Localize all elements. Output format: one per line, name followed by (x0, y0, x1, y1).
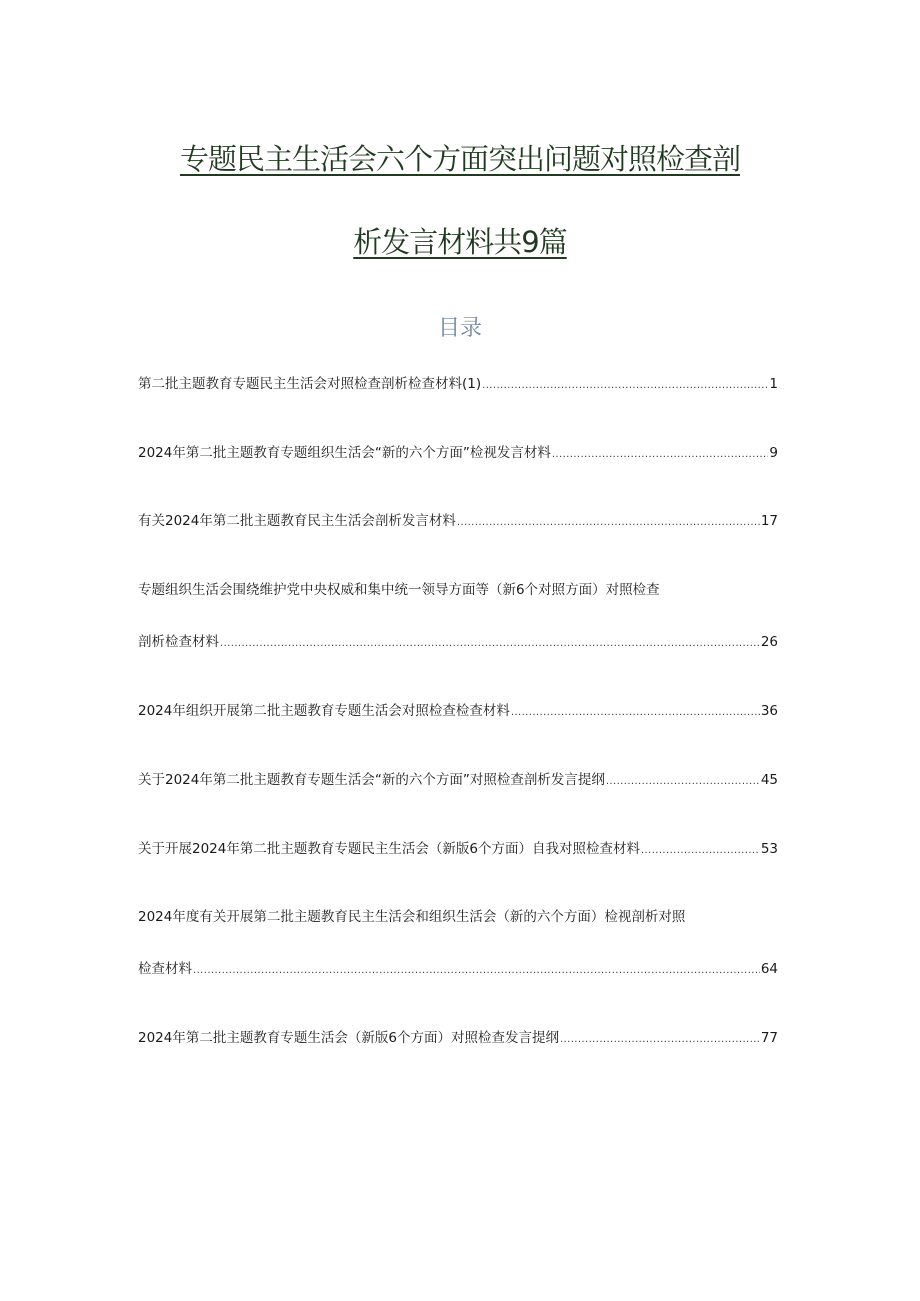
toc-page-number: 26 (760, 634, 778, 650)
toc-heading: 目录 (437, 316, 482, 341)
toc-page-number: 1 (769, 376, 778, 392)
toc-page-number: 45 (760, 772, 778, 788)
toc-entry-title: 2024年第二批主题教育专题生活会（新版6个方面）对照检查发言提纲 (138, 1030, 559, 1046)
toc-entry-title: 专题组织生活会围绕维护党中央权威和集中统一领导方面等（新6个对照方面）对照检查 (138, 582, 660, 598)
toc-entry[interactable] (138, 839, 778, 861)
toc-page-number: 17 (760, 513, 778, 529)
toc-entry-line-1[interactable] (138, 907, 778, 927)
toc-leader-dots (641, 841, 760, 861)
toc-entry-line-1[interactable] (138, 580, 778, 600)
toc-entry-title: 第二批主题教育专题民主生活会对照检查剖析检查材料(1) (138, 376, 482, 392)
toc-page-number: 9 (769, 445, 778, 461)
toc-leader-dots (560, 1030, 760, 1050)
toc-page-number: 53 (760, 841, 778, 857)
toc-leader-dots (193, 961, 760, 981)
toc-leader-dots (220, 634, 760, 654)
toc-entry[interactable] (138, 1028, 778, 1050)
document-title-text-2: 析发言材料共9篇 (353, 225, 567, 259)
toc-leader-dots (552, 445, 769, 465)
toc-entry[interactable] (138, 374, 778, 396)
toc-entry-title-continued: 剖析检查材料 (138, 634, 219, 650)
toc-entry-title: 关于开展2024年第二批主题教育专题民主生活会（新版6个方面）自我对照检查材料 (138, 841, 640, 857)
toc-entry-title: 2024年第二批主题教育专题组织生活会“新的六个方面”检视发言材料 (138, 445, 551, 461)
toc-entry-line-2[interactable] (138, 959, 778, 981)
document-title-line-1 (0, 139, 920, 179)
document-title-text-1: 专题民主生活会六个方面突出问题对照检查剖 (179, 142, 740, 176)
toc-entry-title: 2024年组织开展第二批主题教育专题生活会对照检查检查材料 (138, 703, 510, 719)
toc-leader-dots (482, 376, 768, 396)
toc-leader-dots (511, 703, 760, 723)
toc-leader-dots (606, 772, 760, 792)
toc-entry[interactable] (138, 511, 778, 533)
toc-page-number: 77 (760, 1030, 778, 1046)
document-title-line-2 (0, 222, 920, 262)
toc-entry-line-2[interactable] (138, 632, 778, 654)
toc-entry[interactable] (138, 701, 778, 723)
toc-entry[interactable] (138, 770, 778, 792)
toc-entry-title: 关于2024年第二批主题教育专题生活会“新的六个方面”对照检查剖析发言提纲 (138, 772, 605, 788)
toc-entry-title: 有关2024年第二批主题教育民主生活会剖析发言材料 (138, 513, 456, 529)
toc-page-number: 36 (760, 703, 778, 719)
toc-entry-title-continued: 检查材料 (138, 961, 192, 977)
toc-entry-title: 2024年度有关开展第二批主题教育民主生活会和组织生活会（新的六个方面）检视剖析对照 (138, 909, 686, 925)
toc-entry[interactable] (138, 443, 778, 465)
toc-leader-dots (457, 513, 760, 533)
toc-page-number: 64 (760, 961, 778, 977)
